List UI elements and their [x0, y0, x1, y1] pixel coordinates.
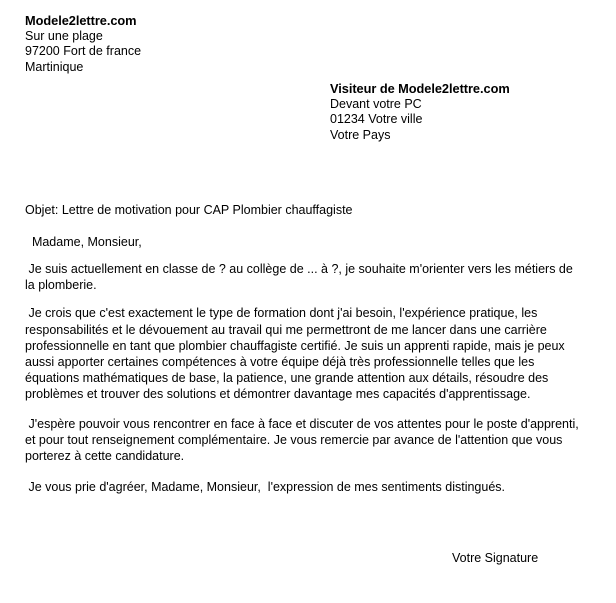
recipient-address-line-1: Devant votre PC [330, 96, 422, 111]
closing-line: Je vous prie d'agréer, Madame, Monsieur, l'expression de mes sentiments distingués. [25, 480, 506, 494]
letter-body [25, 261, 583, 476]
body-paragraph-3: J'espère pouvoir vous rencontrer en face à face et discuter de vos attentes pour le poste d'apprenti, et pour tout renseignement complémentaire. Je vous remercie par avance de l'attention que vous porterez à cette candidature. [25, 416, 583, 464]
sender-name: Modele2lettre.com [25, 13, 137, 28]
recipient-address-line-2: 01234 Votre ville [330, 112, 423, 126]
salutation-line: Madame, Monsieur, [25, 235, 142, 249]
recipient-address-line-3: Votre Pays [330, 127, 391, 142]
body-paragraph-1: Je suis actuellement en classe de ? au collège de ... à ?, je souhaite m'orienter vers les métiers de la plomberie. [25, 262, 577, 293]
body-paragraph-2: Je crois que c'est exactement le type de formation dont j'ai besoin, l'expérience pratique, les responsabilités et le dévouement au travail qui me permettront de me lancer dans une carrière professionnelle en tant que plombier chauffagiste certifié. Je suis un apprenti rapide, mais je peux aussi apporter certaines compétences à votre équipe déjà très professionnelle telles que les équations mathématiques de base, la patience, une grande attention aux détails, résoudre des problèmes et trouver des solutions et démontrer davantage mes capacités d'apprentissage. [25, 306, 569, 402]
recipient-name: Visiteur de Modele2lettre.com [330, 81, 510, 96]
sender-address-block [25, 13, 141, 75]
sender-address-line-3: Martinique [25, 59, 84, 74]
signature-line: Votre Signature [452, 551, 539, 565]
subject-line: Objet: Lettre de motivation pour CAP Plombier chauffagiste [25, 203, 353, 217]
recipient-address-block [330, 81, 510, 143]
sender-address-line-1: Sur une plage [25, 28, 103, 43]
sender-address-line-2: 97200 Fort de france [25, 44, 142, 58]
